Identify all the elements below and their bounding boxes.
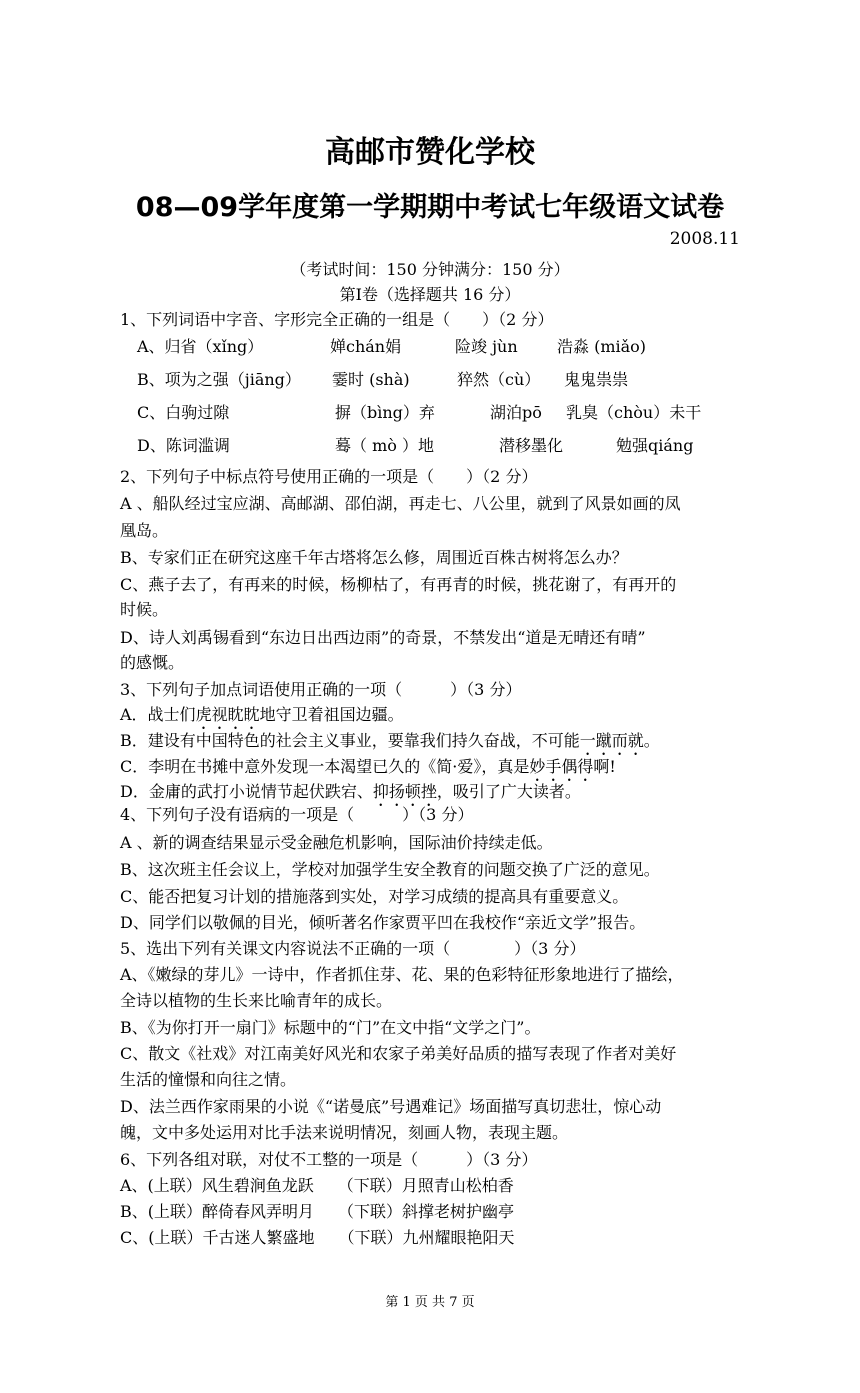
q1-d-3: 潜移墨化 [499,436,564,455]
q6-option-c: C、(上联）千古迷人繁盛地 （下联）九州耀眼艳阳天 [120,1228,515,1247]
exam-info: （考试时间：150 分钟满分：150 分） [290,260,570,279]
q3-d-text: D．金庸的武打小说情节起伏跌宕、 [120,782,373,801]
q6-stem: 6、下列各组对联，对仗不工整的一项是（ ）（3 分） [120,1150,538,1169]
section-heading: 第Ⅰ卷（选择题共 16 分） [339,285,521,304]
q5-option-c-cont: 生活的憧憬和向往之情。 [120,1070,297,1089]
exam-title: 08—09学年度第一学期期中考试七年级语文试卷 [135,192,725,223]
q2-option-c-cont: 时候。 [120,600,169,619]
q3-c-dotted: 妙手偶得 [529,757,594,776]
q3-c-text: C．李明在书摊中意外发现一本渴望已久的《简·爱》，真是 [120,757,530,776]
q1-a-2: 婵chán娟 [330,337,402,356]
q2-option-d-cont: 的感慨。 [120,653,185,672]
q1-c-4: 乳臭（chòu）未干 [566,403,702,422]
q1-a-3: 险竣 jùn [455,337,518,356]
q3-a-dotted: 虎视眈眈 [195,705,260,724]
q3-b-text-end: 。 [643,731,660,750]
q5-option-d-cont: 魄，文中多处运用对比手法来说明情况，刻画人物，表现主题。 [120,1123,569,1142]
q3-a-text-end: 地守卫着祖国边疆。 [259,705,404,724]
q1-b-3: 猝然（cù） [457,370,541,389]
q2-option-a-cont: 凰岛。 [120,521,169,540]
q1-a-4: 浩淼 (miǎo) [557,337,647,356]
q1-b-4: 鬼鬼祟祟 [564,370,629,389]
q3-a-text: A．战士们 [120,705,196,724]
q2-option-d: D、诗人刘禹锡看到“东边日出西边雨”的奇景，不禁发出“道是无晴还有晴” [120,628,646,647]
q5-option-a: A、《嫩绿的芽儿》一诗中，作者抓住芽、花、果的色彩特征形象地进行了描绘， [120,965,684,984]
q5-option-c: C、散文《社戏》对江南美好风光和农家子弟美好品质的描写表现了作者对美好 [120,1044,677,1063]
q5-option-d: D、法兰西作家雨果的小说《“诺曼底”号遇难记》场面描写真切悲壮，惊心动 [120,1097,662,1116]
school-title: 高邮市赞化学校 [325,135,535,170]
q3-option-a [120,704,744,733]
q2-stem: 2、下列句子中标点符号使用正确的一项是（ ）（2 分） [120,467,538,486]
q5-option-b: B、《为你打开一扇门》标题中的“门”在文中指“文学之门”。 [120,1018,541,1037]
exam-date: 2008.11 [669,229,740,249]
page-footer: 第 1 页 共 7 页 [385,1295,475,1310]
q3-d-dotted: 抑扬顿挫 [372,782,437,801]
q1-d-1: D、陈词滥调 [137,436,230,455]
q1-b-2: 霎时 (shà) [332,370,410,389]
q3-stem: 3、下列句子加点词语使用正确的一项（ ）（3 分） [120,680,522,699]
q3-b-dotted: 一蹴而就 [579,731,644,750]
q6-option-a: A、(上联）风生碧涧鱼龙跃 （下联）月照青山松柏香 [120,1176,514,1195]
q4-option-d: D、同学们以敬佩的目光，倾听著名作家贾平凹在我校作“亲近文学”报告。 [120,913,646,932]
q1-c-2: 摒（bìng）弃 [335,403,435,422]
q2-option-c: C、燕子去了，有再来的时候，杨柳枯了，有再青的时候，挑花谢了，有再开的 [120,575,677,594]
q4-option-a: A 、新的调查结果显示受金融危机影响，国际油价持续走低。 [120,833,553,852]
q4-option-c: C、能否把复习计划的措施落到实处，对学习成绩的提高具有重要意义。 [120,887,629,906]
q3-option-b [120,730,744,759]
q5-stem: 5、选出下列有关课文内容说法不正确的一项（ ）（3 分） [120,939,586,958]
q2-option-b: B、专家们正在研究这座千年古塔将怎么修，周围近百株古树将怎么办？ [120,548,628,567]
q3-c-text-end: 啊! [593,757,616,776]
q1-b-1: B、项为之强（jiāng） [137,370,301,389]
q1-a-1: A、归省（xǐng） [137,337,264,356]
q4-option-b: B、这次班主任会议上，学校对加强学生安全教育的问题交换了广泛的意见。 [120,860,660,879]
q3-d-text-end: ，吸引了广大读者。 [436,782,581,801]
q3-b-text: B．建设有中国特色的社会主义事业，要靠我们持久奋战，不可能 [120,731,580,750]
q5-option-a-cont: 全诗以植物的生长来比喻青年的成长。 [120,991,393,1010]
q6-option-b: B、(上联）醉倚春风弄明月 （下联）斜撑老树护幽亭 [120,1202,515,1221]
q4-stem: 4、下列句子没有语病的一项是（ ）（3 分） [120,805,474,824]
q1-c-1: C、白驹过隙 [137,403,230,422]
q1-c-3: 湖泊pō [490,403,542,422]
q2-option-a: A 、船队经过宝应湖、高邮湖、邵伯湖，再走七、八公里，就到了风景如画的凤 [120,494,681,513]
q1-d-2: 蓦（ mò ）地 [335,436,434,455]
q1-d-4: 勉强qiáng [616,436,694,455]
q1-stem: 1、下列词语中字音、字形完全正确的一组是（ ）（2 分） [120,310,554,329]
